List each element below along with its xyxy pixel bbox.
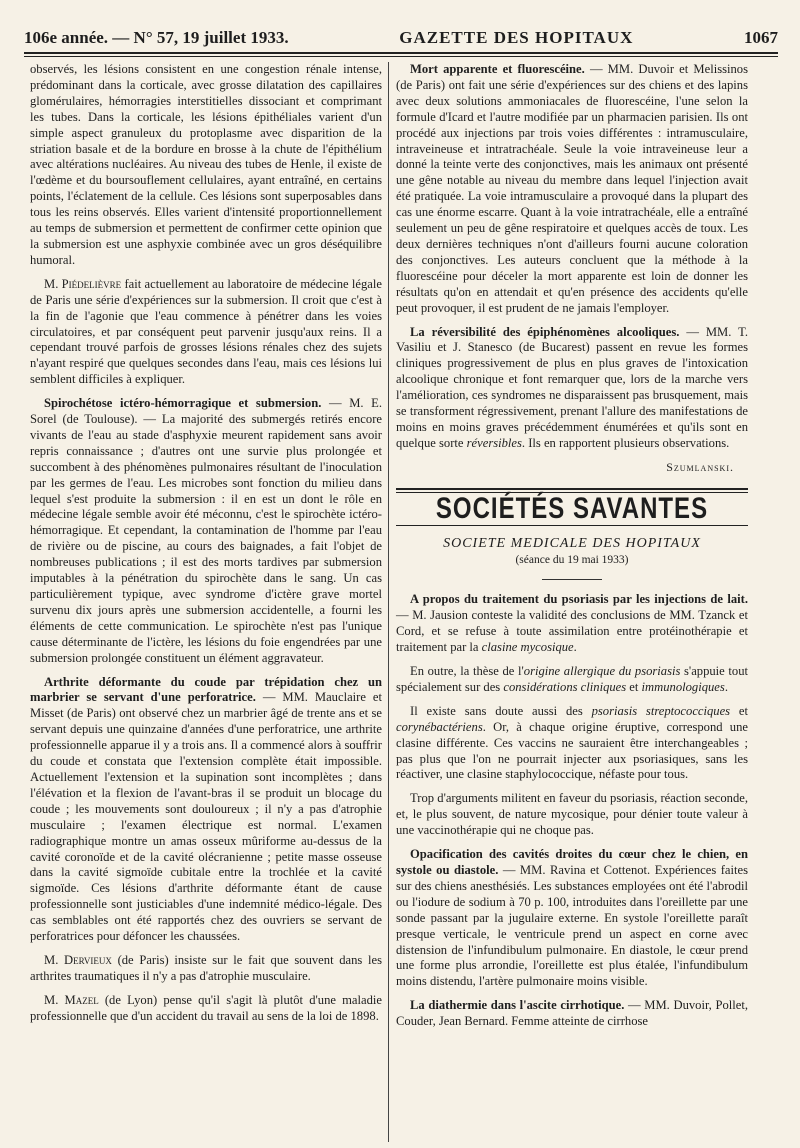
paragraph: observés, les lésions consistent en une congestion rénale intense, prédominant dans la corticale, avec grosse dilatation des capillaires glomérulaires, hémorragies interstitielles dissociant et comprimant les tubes. Dans la corticale, les lésions épithéliales varient d'un simple aspect granuleux du protoplasme avec disparition de la striation basale et de la bordure en brosse à la chute de l'épithélium avec altérations nucléaires. Au niveau des tubes de Henle, il existe de l'œdème et du boursouflement cellulaires, ayant entraîné, en certains points, l'éclatement de la cellule. Ces lésions sont superposables dans tous les reins observés. Elles varient d'intensité proportionnellement au temps de submersion et permettent de confirmer cette opinion que la submersion est une asphyxie combinée avec un gros déséquilibre humoral.	[30, 62, 382, 267]
article	[396, 325, 748, 452]
column-divider	[388, 62, 389, 1142]
article-title: A propos du traitement du psoriasis par les injections de lait.	[410, 592, 748, 607]
paragraph-text: Il existe sans doute aussi des	[410, 703, 592, 718]
article-authors: — MM. Duvoir et Melissinos (de Paris)	[396, 62, 748, 92]
article-authors: — MM. Mauclaire et Misset (de Paris)	[30, 690, 382, 721]
paragraph-text: fait actuellement au laboratoire de médecine légale de Paris une série d'expériences sur la submersion. Il croit que c'est à la fin de l'agonie que l'eau commence à pénétrer dans les voies circulatoires, et par conséquent peut parvenir jusqu'aux reins. Il a cependant trouvé parfois de grosses lésions rénales chez des sujets n'ayant respiré que quelques secondes dans l'eau, mais ces lésions lui semblent difficiles à expliquer.	[30, 276, 382, 387]
article	[396, 592, 748, 656]
article	[396, 847, 748, 990]
article	[396, 62, 748, 317]
short-rule	[542, 579, 602, 580]
session-date: (séance du 19 mai 1933)	[515, 554, 629, 567]
article-text: Expériences faites sur des chiens anesthésiés. Les substances employées ont été l'abrodil ou l'iodure de sodium à 70 p. 100, introduites dans l'oreillette par une sonde passant par la jugulaire externe. En systole l'oreillette paraît presque verticale, le ventricule prend un aspect en corne avec distension de l'infundibulum pulmonaire. En diastole, le cœur prend une forme plus arrondie, l'oreillette est plus étalée, l'infundibulum moins distendu, l'artère pulmonaire moins visible.	[396, 862, 748, 989]
paragraph-italic: psoriasis streptococciques	[591, 703, 731, 718]
article-authors: — MM. T. Vasiliu et J. Stanesco (de Bucarest)	[396, 324, 748, 355]
article-title: La diathermie dans l'ascite cirrhotique.	[410, 998, 625, 1013]
article-authors: — M. E. Sorel (de Toulouse).	[30, 396, 383, 427]
author-name: M. Piédelièvre	[44, 276, 122, 291]
article-text: ont observé chez un marbrier âgé de trente ans et se servant depuis une quinzaine d'années d'une perforatrice, une arthrite professionnelle apparue il y a trois ans. Il a commencé alors à souffrir du coude et constata que l'extension complète était impossible. Actuellement l'extension et la supination sont incomplètes ; dans l'élévation et la flexion de l'avant-bras il se produit un blocage du coude ; les mouvements sont douloureux ; il n'y a pas d'atrophie musculaire ; l'examen électrique est normal. L'examen radiographique montre un amas osseux mûriforme au-dessus de la cavité coronoïde et de la cavité olécranienne ; petite masse osseuse dans la cavité sigmoïde cubitale entre la trochlée et la cavité sigmoïde. Ces lésions d'arthrite déformante étant de cause professionnelle sont justiciables d'une indemnité médico-légale. Des cas semblables ont été rapportés chez des ouvriers se servant de perforatrices pour défoncer les chaussées.	[30, 706, 382, 944]
header-page-number: 1067	[744, 28, 778, 47]
article	[30, 675, 382, 945]
article-text: — La majorité des submergés retirés encore vivants de l'eau au stade d'asphyxie meurent rapidement sans avoir repris connaissance ; d'autres ont une survie plus prolongée et succombent à des phénomènes pulmonaires résultant de l'inoculation par les germes de l'eau. Les microbes sont fonction du milieu dans lequel s'est produite la submersion : il en est un dont le rôle en médecine légale semble avoir été méconnu, c'est le spirochète ictéro-hémorragique. Et cependant, la contamination de l'homme par l'eau de rivière ou de piscine, au cours des baignades, a fait l'objet de nombreuses publications ; il est des morts tardives par submersion imputables à la pénétration du spirochète dans le sang. Un cas particulièrement typique, avec syndrome d'ictère grave mortel survenu dix jours après une submersion accidentelle, a fourni les éléments de cette communication. Le spirochète n'est pas l'unique cause déterminante de l'ictère, les lésions du foie engendrées par une submersion prolongée constituent un élément aggravateur.	[30, 412, 382, 665]
article-italic: clasine mycosique	[481, 640, 574, 655]
signature: Szumlanski.	[666, 459, 734, 474]
paragraph-text: . Or, à chaque origine éruptive, correspond une clasine différente. Ces vaccins ne sauraient être interchangeables ; pas plus que l'on ne pourrait injecter aux psoriasiques, sans les réactiver, une clasine staphylococcique, néfaste pour tous.	[396, 719, 748, 782]
paragraph-italic: corynébactériens	[396, 719, 483, 734]
article-title: La réversibilité des épiphénomènes alcooliques.	[410, 324, 680, 339]
paragraph	[396, 664, 748, 696]
paragraph	[30, 993, 382, 1025]
right-column	[396, 62, 748, 1038]
author-name: M. Mazel	[44, 992, 99, 1007]
society-title: SOCIETE MEDICALE DES HOPITAUX	[443, 535, 701, 551]
article-text: passent en revue les formes cliniques progressivement de plus en plus graves de l'intoxication alcoolique chronique et font remarquer que, lors de la marche vers l'amélioration, ces syndromes ne disparaissent pas brusquement, mais se transforment régressivement, prenant l'allure des manifestations de moins en moins graves précédemment énumérées et qu'ils sont en quelque sorte	[396, 340, 748, 450]
paragraph-italic: considérations cliniques	[503, 679, 627, 694]
header-rule	[24, 52, 778, 57]
paragraph-text: et	[730, 703, 748, 718]
article-text: ont fait une série d'expériences sur des chiens et des lapins avec deux solutions ammoniacales de fluorescéine, l'une selon la formule d'Icard et l'autre modifiée par un pharmacien parisien. Ils ont procédé aux injections par trois voies différentes : intramusculaire, intraveineuse et intratrachéale. Seule la voie intraveineuse leur a donné la teinte verte des conjonctives, mais les animaux ont présenté une gêne notable au niveau du membre dans lequel l'injection avait été pratiquée. La voie intramusculaire a provoqué dans la plupart des cas une énorme escarre. Quant à la voie intratrachéale, elle a entraîné seulement un peu de gêne respiratoire et quelques accès de toux. Les deux dernières techniques n'ont d'ailleurs fourni aucune coloration des conjonctives. Les auteurs concluent que la méthode à la fluorescéine pour déceler la mort apparente est loin de donner les résultats qu'on en attendait et qu'en présence des accidents qu'elle peut provoquer, il est prudent de ne jamais l'employer.	[396, 77, 748, 315]
article-title: Mort apparente et fluorescéine.	[410, 62, 585, 76]
paragraph	[396, 704, 748, 784]
article-text: Femme atteinte de cirrhose	[508, 1014, 648, 1029]
author-name: M. Dervieux	[44, 952, 112, 967]
left-column	[30, 62, 382, 1033]
paragraph-text: En outre, la thèse de l'	[410, 664, 524, 678]
paragraph-italic: origine allergique du psoriasis	[523, 664, 681, 678]
article-text: .	[573, 640, 577, 655]
paragraph-italic: immunologiques	[641, 679, 725, 694]
article	[396, 998, 748, 1030]
header-issue: 106e année. — N° 57, 19 juillet 1933.	[24, 28, 289, 47]
article-authors: — MM. Duvoir, Pollet, Couder, Jean Bernard.	[396, 998, 748, 1029]
article-title: Opacification des cavités droites du cœur chez le chien, en systole ou diastole.	[396, 847, 748, 877]
paragraph-text: et	[626, 679, 642, 694]
article-text: . Ils en rapportent plusieurs observations.	[521, 435, 730, 450]
article	[30, 396, 382, 666]
article-authors: — M. Jausion	[396, 608, 468, 623]
article-title: Arthrite déformante du coude par trépidation chez un marbrier se servant d'une perforatrice.	[30, 674, 382, 705]
paragraph-text: s'appuie tout spécialement sur des	[396, 664, 748, 694]
article-authors: — MM. Ravina et Cottenot.	[498, 862, 651, 877]
section-title: SOCIÉTÉS SAVANTES	[435, 491, 709, 525]
article-italic: réversibles	[466, 435, 522, 450]
paragraph: Trop d'arguments militent en faveur du psoriasis, réaction seconde, et, le plus souvent, de nature mycosique, pour dénier toute valeur à une vaccinothérapie qui ne choque pas.	[396, 791, 748, 838]
header-journal-title: GAZETTE DES HOPITAUX	[399, 28, 634, 47]
paragraph-text: (de Lyon) pense qu'il s'agit là plutôt d'une maladie professionnelle que d'un accident du travail au sens de la loi de 1898.	[30, 992, 382, 1023]
page-header	[24, 14, 778, 52]
article-title: Spirochétose ictéro-hémorragique et submersion.	[44, 396, 322, 411]
article-text: conteste la validité des conclusions de MM. Tzanck et Cord, et se refuse à toute assimilation entre protéinothérapie et traitement par la	[396, 608, 748, 655]
paragraph-text: .	[724, 679, 728, 694]
paragraph-text: (de Paris) insiste sur le fait que souvent dans les arthrites traumatiques il n'y a pas d'atrophie musculaire.	[30, 952, 382, 983]
paragraph	[30, 277, 382, 388]
paragraph	[30, 953, 382, 985]
